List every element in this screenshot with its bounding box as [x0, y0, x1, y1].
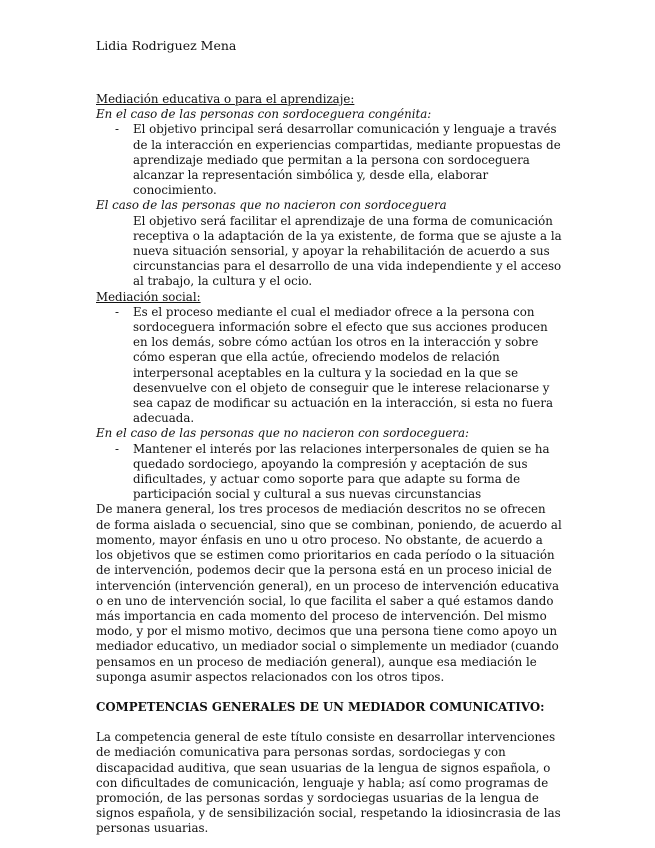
list-item: [96, 305, 562, 427]
congenita-item-text: El objetivo principal será desarrollar comunicación y lenguaje a través de la interacción en experiencias compartidas, mediante propuestas de aprendizaje mediado que permitan a la persona con sordoceguera alcanzar la representación simbólica y, desde ella, elaborar conocimiento.: [133, 122, 561, 198]
social-heading: Mediación social:: [96, 289, 201, 304]
educativa-heading: Mediación educativa o para el aprendizaje:: [96, 92, 355, 106]
social-item-text: Es el proceso mediante el cual el mediador ofrece a la persona con sordoceguera información sobre el efecto que sus acciones producen en los demás, sobre cómo actúan los otros en la interacción y sobre cómo esperan que ella actúe, ofreciendo modelos de relación interpersonal aceptables en la cultura y la sociedad en la que se desenvuelve con el objeto de conseguir que le interese relacionarse y sea capaz de modificar su actuación en la interacción, si esta no fuera adecuada.: [133, 304, 554, 426]
list-marker: -: [115, 441, 119, 456]
list-item: [96, 442, 562, 503]
document-body: [96, 92, 562, 837]
social-no-nacieron-subheading: En el caso de las personas que no nacieron con sordoceguera:: [96, 426, 469, 441]
no-nacieron-subheading: El caso de las personas que no nacieron con sordoceguera: [96, 198, 447, 213]
spacer: [96, 715, 562, 730]
social-no-nacieron-item-text: Mantener el interés por las relaciones interpersonales de quien se ha quedado sordociego, apoyando la compresión y aceptación de sus dificultades, y actuar como soporte para que adapte su forma de participación social y cultural a sus nuevas circunstancias: [133, 441, 550, 502]
no-nacieron-text: El objetivo será facilitar el aprendizaje de una forma de comunicación receptiva o la adaptación de la ya existente, de forma que se ajuste a la nueva situación sensorial, y apoyar la rehabilitación de acuerdo a sus circunstancias para el desarrollo de una vida independiente y el acceso al trabajo, la cultura y el ocio.: [133, 213, 562, 289]
spacer: [96, 685, 562, 700]
competencias-paragraph: La competencia general de este título consiste en desarrollar intervenciones de mediación comunicativa para personas sordas, sordociegas y con discapacidad auditiva, que sean usuarias de la lengua de signos española, o con dificultades de comunicación, lenguaje y habla; así como programas de promoción, de las personas sordas y sordociegas usuarias de la lengua de signos española, y de sensibilización social, respetando la idiosincrasia de las personas usuarias.: [96, 730, 561, 836]
competencias-heading: COMPETENCIAS GENERALES DE UN MEDIADOR COMUNICATIVO:: [96, 699, 545, 714]
list-marker: -: [115, 122, 119, 137]
list-item: [96, 122, 562, 198]
general-paragraph: De manera general, los tres procesos de mediación descritos no se ofrecen de forma aislada o secuencial, sino que se combinan, poniendo, de acuerdo al momento, mayor énfasis en uno u otro proceso. No obstante, de acuerdo a los objetivos que se estimen como prioritarios en cada período o la situación de intervención, podemos decir que la persona está en un proceso inicial de intervención (intervención general), en un proceso de intervención educativa o en uno de intervención social, lo que facilita el saber a qué estamos dando más importancia en cada momento del proceso de intervención. Del mismo modo, y por el mismo motivo, decimos que una persona tiene como apoyo un mediador educativo, un mediador social o simplemente un mediador (cuando pensamos en un proceso de mediación general), aunque esa mediación le suponga asumir aspectos relacionados con los otros tipos.: [96, 502, 562, 684]
congenita-subheading: En el caso de las personas con sordoceguera congénita:: [96, 107, 432, 122]
list-marker: -: [115, 304, 119, 319]
author-header: Lidia Rodriguez Mena: [96, 38, 237, 53]
